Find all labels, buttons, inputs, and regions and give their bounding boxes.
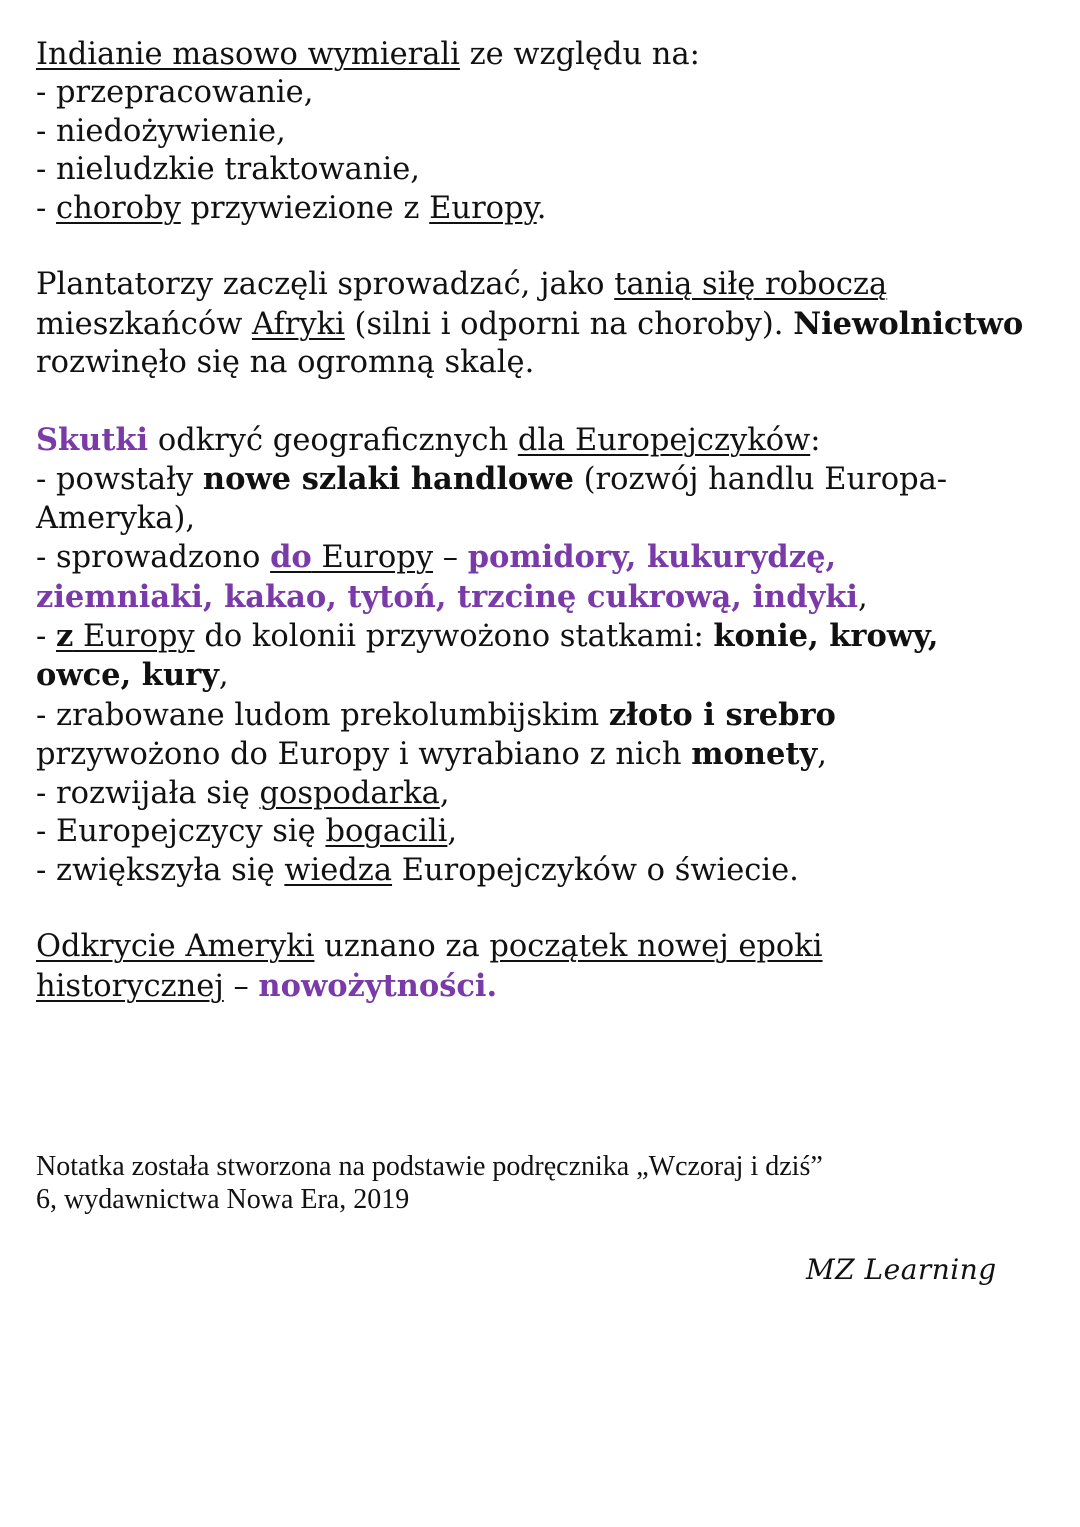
list-item: - z Europy do kolonii przywożono statkami: konie, krowy, bbox=[36, 618, 939, 655]
list-item: - nieludzkie traktowanie, bbox=[36, 152, 420, 188]
list-item: - Europejczycy się bogacili, bbox=[36, 814, 458, 850]
list-item: - przepracowanie, bbox=[36, 75, 314, 111]
section3-title: Skutki odkryć geograficznych dla Europejczyków: bbox=[36, 422, 821, 459]
signature-logo: MZ Learning bbox=[806, 1253, 997, 1286]
section1-title: Indianie masowo wymierali ze względu na: bbox=[36, 37, 700, 72]
paragraph-line: mieszkańców Afryki (silni i odporni na choroby). Niewolnictwo bbox=[36, 305, 1024, 342]
list-item: - sprowadzono do Europy – pomidory, kukurydzę, bbox=[36, 539, 837, 576]
conclusion-line: Odkrycie Ameryki uznano za początek nowej epoki bbox=[36, 929, 823, 965]
list-item: - rozwijała się gospodarka, bbox=[36, 775, 450, 811]
list-item-continuation: owce, kury, bbox=[36, 657, 229, 694]
list-item: - zrabowane ludom prekolumbijskim złoto i srebro bbox=[36, 696, 836, 733]
list-item: - powstały nowe szlaki handlowe (rozwój handlu Europa- bbox=[36, 461, 948, 498]
list-item: - zwiększyła się wiedza Europejczyków o świecie. bbox=[36, 852, 799, 888]
list-item-continuation: ziemniaki, kakao, tytoń, trzcinę cukrową, indyki, bbox=[36, 578, 868, 615]
paragraph-line: Plantatorzy zaczęli sprowadzać, jako tanią siłę roboczą bbox=[36, 267, 888, 303]
paragraph-line: rozwinęło się na ogromną skalę. bbox=[36, 345, 535, 381]
note-body bbox=[36, 36, 1056, 1006]
list-item: - niedożywienie, bbox=[36, 113, 286, 149]
source-note: Notatka została stworzona na podstawie podręcznika „Wczoraj i dziś” 6, wydawnictwa Nowa Era, 2019 bbox=[36, 1151, 823, 1215]
list-item-continuation: przywożono do Europy i wyrabiano z nich monety, bbox=[36, 736, 827, 773]
conclusion-line: historycznej – nowożytności. bbox=[36, 967, 498, 1004]
list-item: - choroby przywiezione z Europy. bbox=[36, 190, 547, 226]
list-item-continuation: Ameryka), bbox=[36, 500, 196, 536]
